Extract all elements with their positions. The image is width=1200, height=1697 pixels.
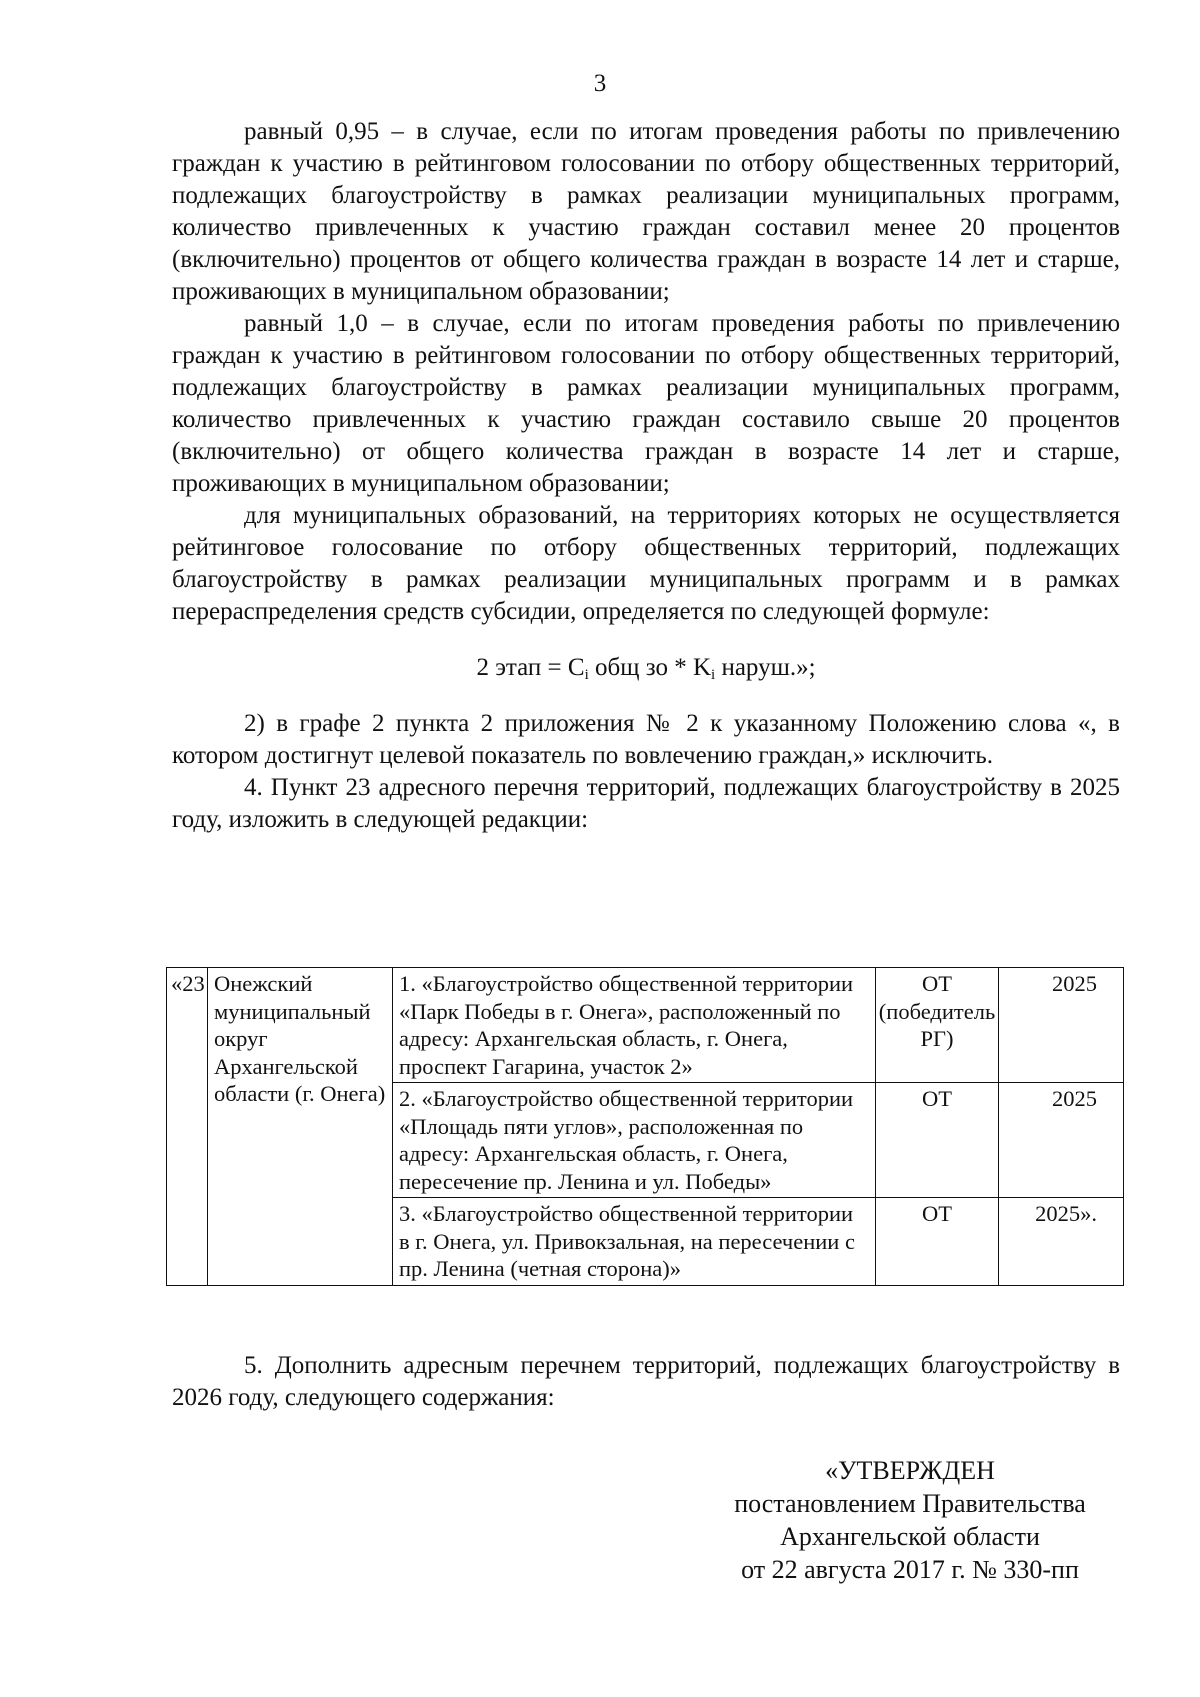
municipality-cell: Онежский муниципальный округ Архангельской области (г. Онега)	[208, 968, 393, 1286]
table-row	[167, 968, 1124, 1083]
approval-line-region: Архангельской области	[780, 1522, 1040, 1551]
territory-description-cell: 3. «Благоустройство общественной территории в г. Онега, ул. Привокзальная, на пересечении с пр. Ленина (четная сторона)»	[393, 1198, 876, 1286]
paragraph-coefficient-10: равный 1,0 – в случае, если по итогам проведения работы по привлечению граждан к участию в рейтинговом голосовании по отбору общественных территорий, подлежащих благоустройству в рамках реализации муниципальных программ, количество привлеченных к участию граждан составило свыше 20 процентов (включительно) от общего количества граждан в возрасте 14 лет и старше, проживающих в муниципальном образовании;	[172, 310, 1120, 497]
year-cell: 2025	[999, 1083, 1124, 1198]
formula-prefix: 2 этап = C	[476, 654, 585, 681]
approval-line-resolution: постановлением Правительства	[734, 1489, 1086, 1518]
paragraph-no-voting: для муниципальных образований, на территориях которых не осуществляется рейтинговое голосование по отбору общественных территорий, подлежащих благоустройству в рамках реализации муниципальных программ и в рамках перераспределения средств субсидии, определяется по следующей формуле:	[172, 502, 1120, 625]
year-cell: 2025».	[999, 1198, 1124, 1286]
territory-type-cell: ОТ	[876, 1198, 999, 1286]
paragraph-amendment-2: 2) в графе 2 пункта 2 приложения № 2 к указанному Положению слова «, в котором достигнут целевой показатель по вовлечению граждан,» исключить.	[172, 710, 1120, 769]
page-number: 3	[593, 70, 607, 97]
paragraph-coefficient-095: равный 0,95 – в случае, если по итогам проведения работы по привлечению граждан к участию в рейтинговом голосовании по отбору общественных территорий, подлежащих благоустройству в рамках реализации муниципальных программ, количество привлеченных к участию граждан составил менее 20 процентов (включительно) процентов от общего количества граждан в возрасте 14 лет и старше, проживающих в муниципальном образовании;	[172, 118, 1120, 305]
territory-description-cell: 2. «Благоустройство общественной территории «Площадь пяти углов», расположенная по адресу: Архангельская область, г. Онега, пересечение пр. Ленина и ул. Победы»	[393, 1083, 876, 1198]
approval-stamp-block	[700, 1454, 1120, 1586]
formula-suffix: наруш.»;	[715, 654, 816, 681]
approval-line-date: от 22 августа 2017 г. № 330-пп	[741, 1555, 1079, 1584]
formula	[172, 652, 1120, 684]
body-text-top	[172, 116, 1120, 836]
formula-subscript-2: i	[711, 667, 716, 683]
approval-line-approved: «УТВЕРЖДЕН	[825, 1456, 995, 1485]
formula-subscript-1: i	[584, 667, 589, 683]
paragraph-item-5: 5. Дополнить адресным перечнем территорий, подлежащих благоустройству в 2026 году, следующего содержания:	[172, 1352, 1120, 1411]
year-cell: 2025	[999, 968, 1124, 1083]
formula-middle: общ зо * K	[588, 654, 712, 681]
body-text-after-table	[172, 1350, 1120, 1414]
paragraph-item-4: 4. Пункт 23 адресного перечня территорий, подлежащих благоустройству в 2025 году, изложить в следующей редакции:	[172, 774, 1120, 833]
territory-type-cell: ОТ	[876, 1083, 999, 1198]
territory-description-cell: 1. «Благоустройство общественной территории «Парк Победы в г. Онега», расположенный по адресу: Архангельская область, г. Онега, проспект Гагарина, участок 2»	[393, 968, 876, 1083]
address-list-table	[166, 967, 1124, 1286]
item-number-cell: «23	[167, 968, 208, 1286]
territory-type-cell: ОТ (победитель РГ)	[876, 968, 999, 1083]
